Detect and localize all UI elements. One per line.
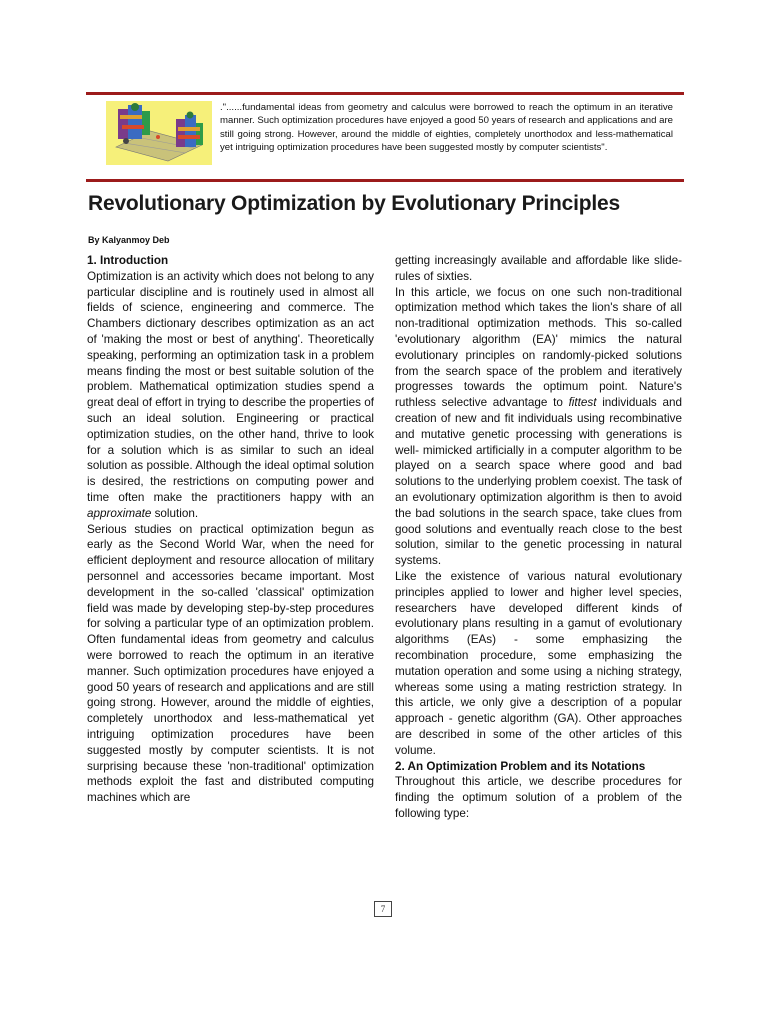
- byline: By Kalyanmoy Deb: [88, 235, 170, 245]
- paragraph: Like the existence of various natural evolutionary principles applied to lower and higher level species, researchers have developed different kinds of evolutionary plans resulting in a gamut of evolutionary algorithms (EAs) - some emphasizing the recombination procedure, some emphasizing the mutation operation and some using a niching strategy, whereas some using a mating restriction strategy. In this article, we only give a description of a popular approach - genetic algorithm (GA). Other approaches are described in some of the other articles of this volume.: [395, 569, 682, 757]
- left-column: [87, 253, 374, 806]
- bottom-rule: [86, 179, 684, 182]
- right-column: [395, 253, 682, 822]
- paragraph: Throughout this article, we describe procedures for finding the optimum solution of a problem of the following type:: [395, 775, 682, 820]
- section-heading-introduction: 1. Introduction: [87, 254, 169, 267]
- paragraph: [87, 269, 374, 522]
- emphasis: fittest: [568, 396, 597, 410]
- emphasis: approximate: [87, 506, 152, 520]
- paragraph-text: In this article, we focus on one such non-traditional optimization method which takes the lion's share of all non-traditional optimization methods. This so-called 'evolutionary algorithm (EA)' mimics the natural evolutionary principles on randomly-picked solutions from the search space of the problem and iteratively progresses towards the optimum point. Nature's ruthless selective advantage to: [395, 285, 682, 410]
- paragraph: [395, 285, 682, 569]
- paragraph: getting increasingly available and affordable like slide-rules of sixties.: [395, 254, 682, 283]
- top-rule: [86, 92, 684, 95]
- article-title: Revolutionary Optimization by Evolutionary Principles: [88, 192, 620, 215]
- paragraph-text: solution.: [151, 506, 199, 520]
- section-heading-notations: 2. An Optimization Problem and its Notations: [395, 759, 646, 773]
- paragraph-text: Optimization is an activity which does not belong to any particular discipline and is routinely used in almost all fields of science, engineering and commerce. The Chambers dictionary describes optimization as an act of 'making the most or best of anything'. Theoretically speaking, performing an optimization task in a problem means finding the most or best suitable solution of the problem. Mathematical optimization studies spend a great deal of effort in trying to describe the properties of such an ideal solution. Engineering or practical optimization studies, on the other hand, thrive to look for a solution which is as similar to such an ideal solution as possible. Although the ideal optimal solution is desired, the restrictions on computing power and time often make the practitioners happy with an: [87, 269, 374, 504]
- pull-quote: ."......fundamental ideas from geometry and calculus were borrowed to reach the optimum in an iterative manner. Such optimization procedures have enjoyed a good 50 years of research and applications and are still going strong. However, around the middle of eighties, completely unorthodox and less-mathematical yet intriguing optimization procedures have been suggested mostly by computer scientists".: [220, 102, 673, 153]
- evolution-illustration: [106, 101, 212, 165]
- page-number: 7: [374, 901, 392, 917]
- paragraph: Serious studies on practical optimization begun as early as the Second World War, when the need for efficient deployment and resource allocation of military personnel and accessories became important. Most development in the so-called 'classical' optimization field was made by developing step-by-step procedures for solving a particular type of an optimization problem. Often fundamental ideas from geometry and calculus were borrowed to reach the optimum in an iterative manner. Such optimization procedures have enjoyed a good 50 years of research and applications and are still going strong. However, around the middle of eighties, completely unorthodox and less-mathematical yet intriguing optimization procedures have been suggested mostly by computer scientists. It is not surprising because these 'non-traditional' optimization methods exploit the fast and distributed computing machines which are: [87, 522, 374, 805]
- paragraph-text: individuals and creation of new and fit individuals using recombinative and mutative genetic processing with generations is well- mimicked artificially in a computer algorithm to be played on a search space where good and bad solutions to the underlying problem coexist. The task of an evolutionary optimization algorithm is then to avoid the bad solutions in the search space, take clues from good solutions and eventually reach close to the best solution, similar to the genetic processing in natural systems.: [395, 396, 682, 568]
